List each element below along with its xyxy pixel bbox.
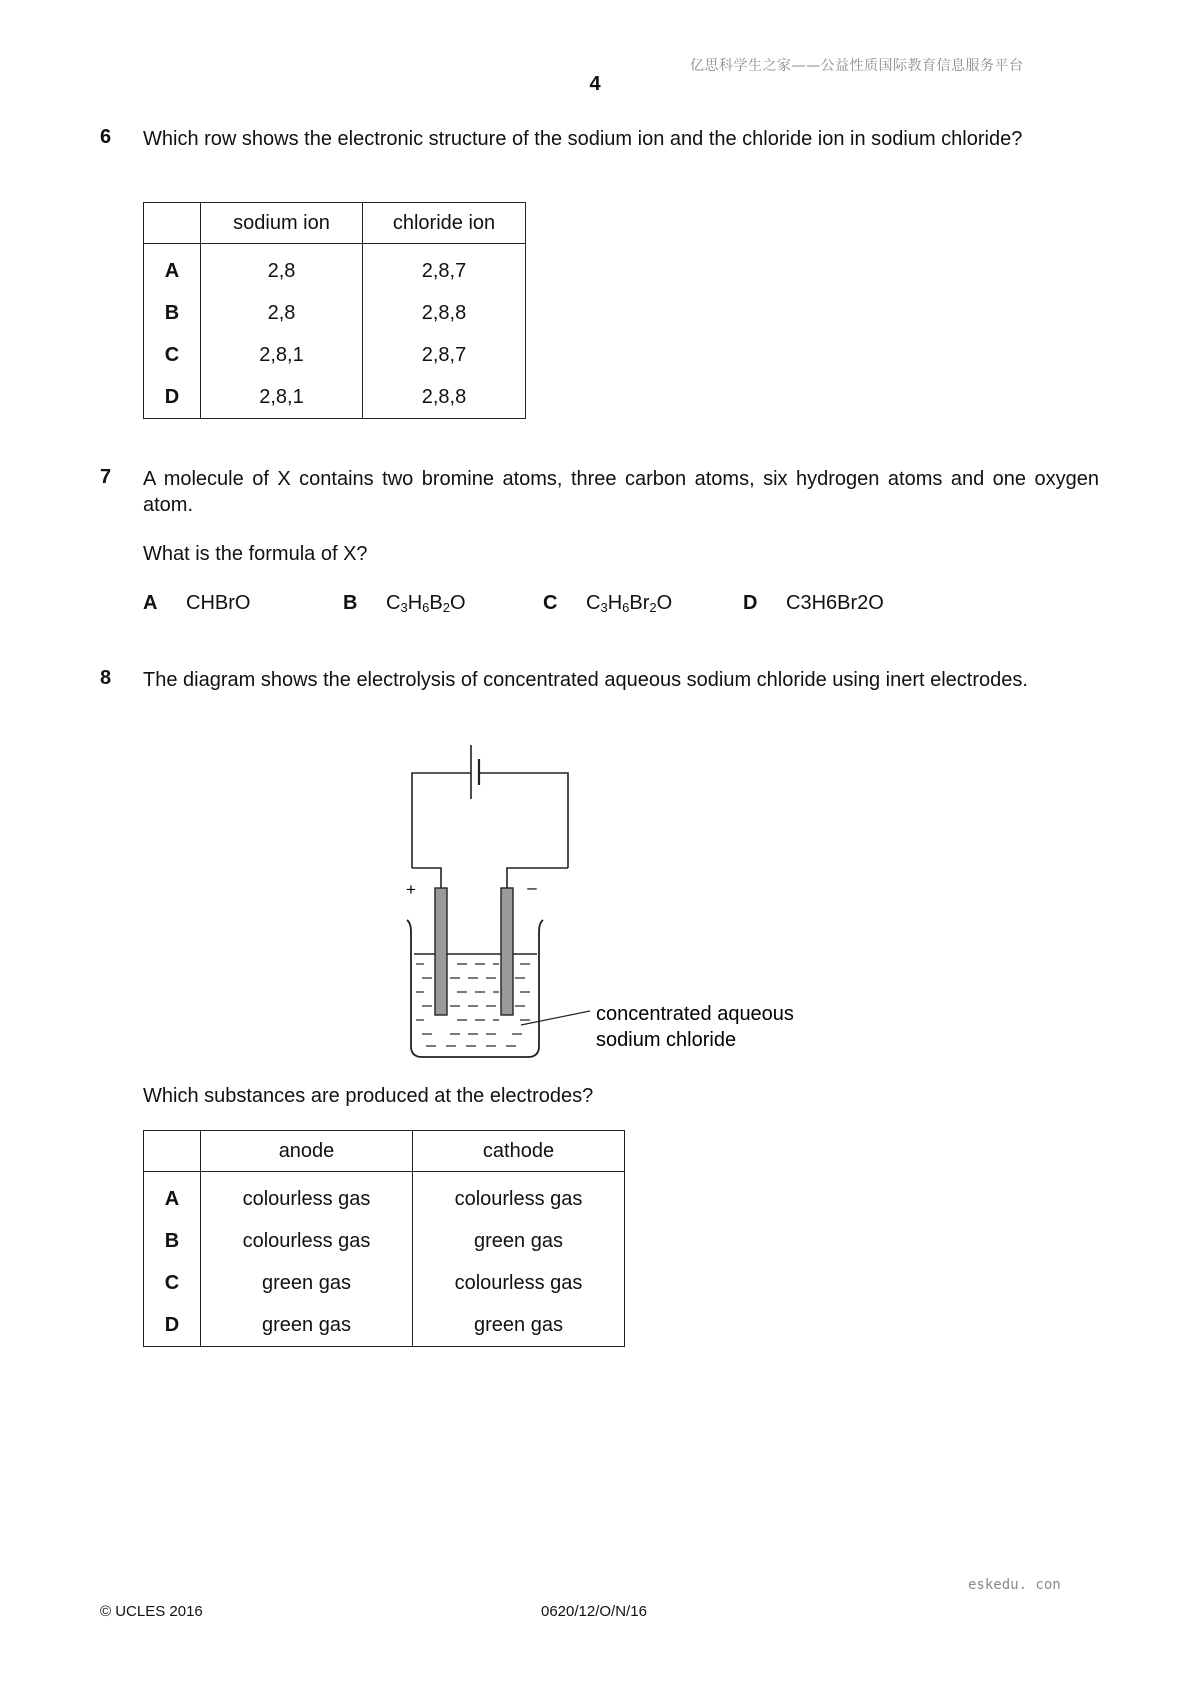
row-cell-1: colourless gas xyxy=(201,1220,413,1262)
formula-text: CHBrO xyxy=(186,592,251,614)
question-8-number: 8 xyxy=(100,667,112,689)
option-a-letter: A xyxy=(143,592,158,614)
anode-lead xyxy=(412,868,441,888)
beaker xyxy=(407,920,543,1057)
row-cell-1: colourless gas xyxy=(201,1172,413,1221)
option-c-letter: C xyxy=(543,592,558,614)
cathode-electrode xyxy=(501,888,513,1015)
option-d-letter: D xyxy=(743,592,758,614)
table-row xyxy=(144,1304,625,1347)
page-number: 4 xyxy=(589,73,601,95)
formula-text: Br xyxy=(629,592,650,614)
question-8-table xyxy=(143,1130,625,1347)
table-row xyxy=(144,292,526,334)
question-7-text: A molecule of X contains two bromine atoms, three carbon atoms, six hydrogen atoms and one oxygen atom. xyxy=(143,468,1099,516)
formula-text: O xyxy=(656,592,673,614)
solution-label-line2: sodium chloride xyxy=(596,1029,737,1051)
row-cell-2: 2,8,7 xyxy=(363,244,526,293)
circuit-wire-right xyxy=(479,773,568,868)
table-row xyxy=(144,334,526,376)
question-6-number: 6 xyxy=(100,126,112,148)
solution-label-line1: concentrated aqueous xyxy=(596,1003,794,1025)
copyright: © UCLES 2016 xyxy=(100,1603,203,1620)
header-chloride-ion: chloride ion xyxy=(363,203,526,244)
table-row xyxy=(144,376,526,419)
row-letter: C xyxy=(144,1262,201,1304)
question-6-text: Which row shows the electronic structure of the sodium ion and the chloride ion in sodium chloride? xyxy=(143,128,1023,150)
cathode-lead xyxy=(507,868,568,888)
formula-text: H xyxy=(407,592,423,614)
formula-text: O xyxy=(449,592,466,614)
row-letter: A xyxy=(144,244,201,293)
row-cell-1: 2,8 xyxy=(201,244,363,293)
option-b-formula xyxy=(386,592,466,615)
row-letter: C xyxy=(144,334,201,376)
row-cell-2: 2,8,7 xyxy=(363,334,526,376)
row-cell-2: green gas xyxy=(413,1220,625,1262)
header-anode: anode xyxy=(201,1131,413,1172)
row-cell-1: green gas xyxy=(201,1304,413,1347)
table-header-row xyxy=(144,203,526,244)
row-letter: A xyxy=(144,1172,201,1221)
formula-subscript: 6 xyxy=(422,600,430,615)
formula-text: B xyxy=(429,592,443,614)
plus-label: + xyxy=(406,880,416,899)
header-cathode: cathode xyxy=(413,1131,625,1172)
site-watermark: eskedu. con xyxy=(968,1577,1061,1593)
row-cell-1: 2,8,1 xyxy=(201,334,363,376)
formula-subscript: 3 xyxy=(600,600,608,615)
circuit-wire-left xyxy=(412,773,471,868)
formula-text: C3H6Br2O xyxy=(786,592,884,614)
anode-electrode xyxy=(435,888,447,1015)
option-b-letter: B xyxy=(343,592,358,614)
question-7-number: 7 xyxy=(100,466,112,488)
formula-text: C xyxy=(386,592,401,614)
question-7-options xyxy=(143,592,943,620)
row-cell-2: 2,8,8 xyxy=(363,292,526,334)
table-row xyxy=(144,1172,625,1221)
option-a-formula xyxy=(186,592,250,615)
formula-subscript: 2 xyxy=(442,600,450,615)
formula-text: H xyxy=(607,592,623,614)
row-cell-1: 2,8 xyxy=(201,292,363,334)
row-letter: D xyxy=(144,376,201,419)
row-cell-2: colourless gas xyxy=(413,1262,625,1304)
formula-subscript: 6 xyxy=(622,600,630,615)
formula-subscript: 2 xyxy=(649,600,657,615)
row-cell-2: green gas xyxy=(413,1304,625,1347)
question-8-prompt: Which substances are produced at the electrodes? xyxy=(143,1085,594,1107)
row-cell-1: 2,8,1 xyxy=(201,376,363,419)
header-blank xyxy=(144,203,201,244)
formula-subscript: 3 xyxy=(400,600,408,615)
header-sodium-ion: sodium ion xyxy=(201,203,363,244)
paper-code: 0620/12/O/N/16 xyxy=(541,1603,647,1620)
table-header-row xyxy=(144,1131,625,1172)
header-blank xyxy=(144,1131,201,1172)
option-c-formula xyxy=(586,592,672,615)
row-cell-1: green gas xyxy=(201,1262,413,1304)
table-row xyxy=(144,1262,625,1304)
question-8-text: The diagram shows the electrolysis of concentrated aqueous sodium chloride using inert electrodes. xyxy=(143,669,1028,691)
table-row xyxy=(144,244,526,293)
row-cell-2: 2,8,8 xyxy=(363,376,526,419)
row-letter: B xyxy=(144,1220,201,1262)
electrolysis-diagram xyxy=(370,735,850,1070)
row-cell-2: colourless gas xyxy=(413,1172,625,1221)
question-7-prompt: What is the formula of X? xyxy=(143,543,368,565)
row-letter: B xyxy=(144,292,201,334)
formula-text: C xyxy=(586,592,601,614)
watermark-text: 亿思科学生之家——公益性质国际教育信息服务平台 xyxy=(690,58,1024,74)
option-d-formula xyxy=(786,592,884,615)
table-row xyxy=(144,1220,625,1262)
label-leader-line xyxy=(521,1011,590,1025)
row-letter: D xyxy=(144,1304,201,1347)
question-6-table xyxy=(143,202,526,419)
minus-label: – xyxy=(527,878,537,897)
